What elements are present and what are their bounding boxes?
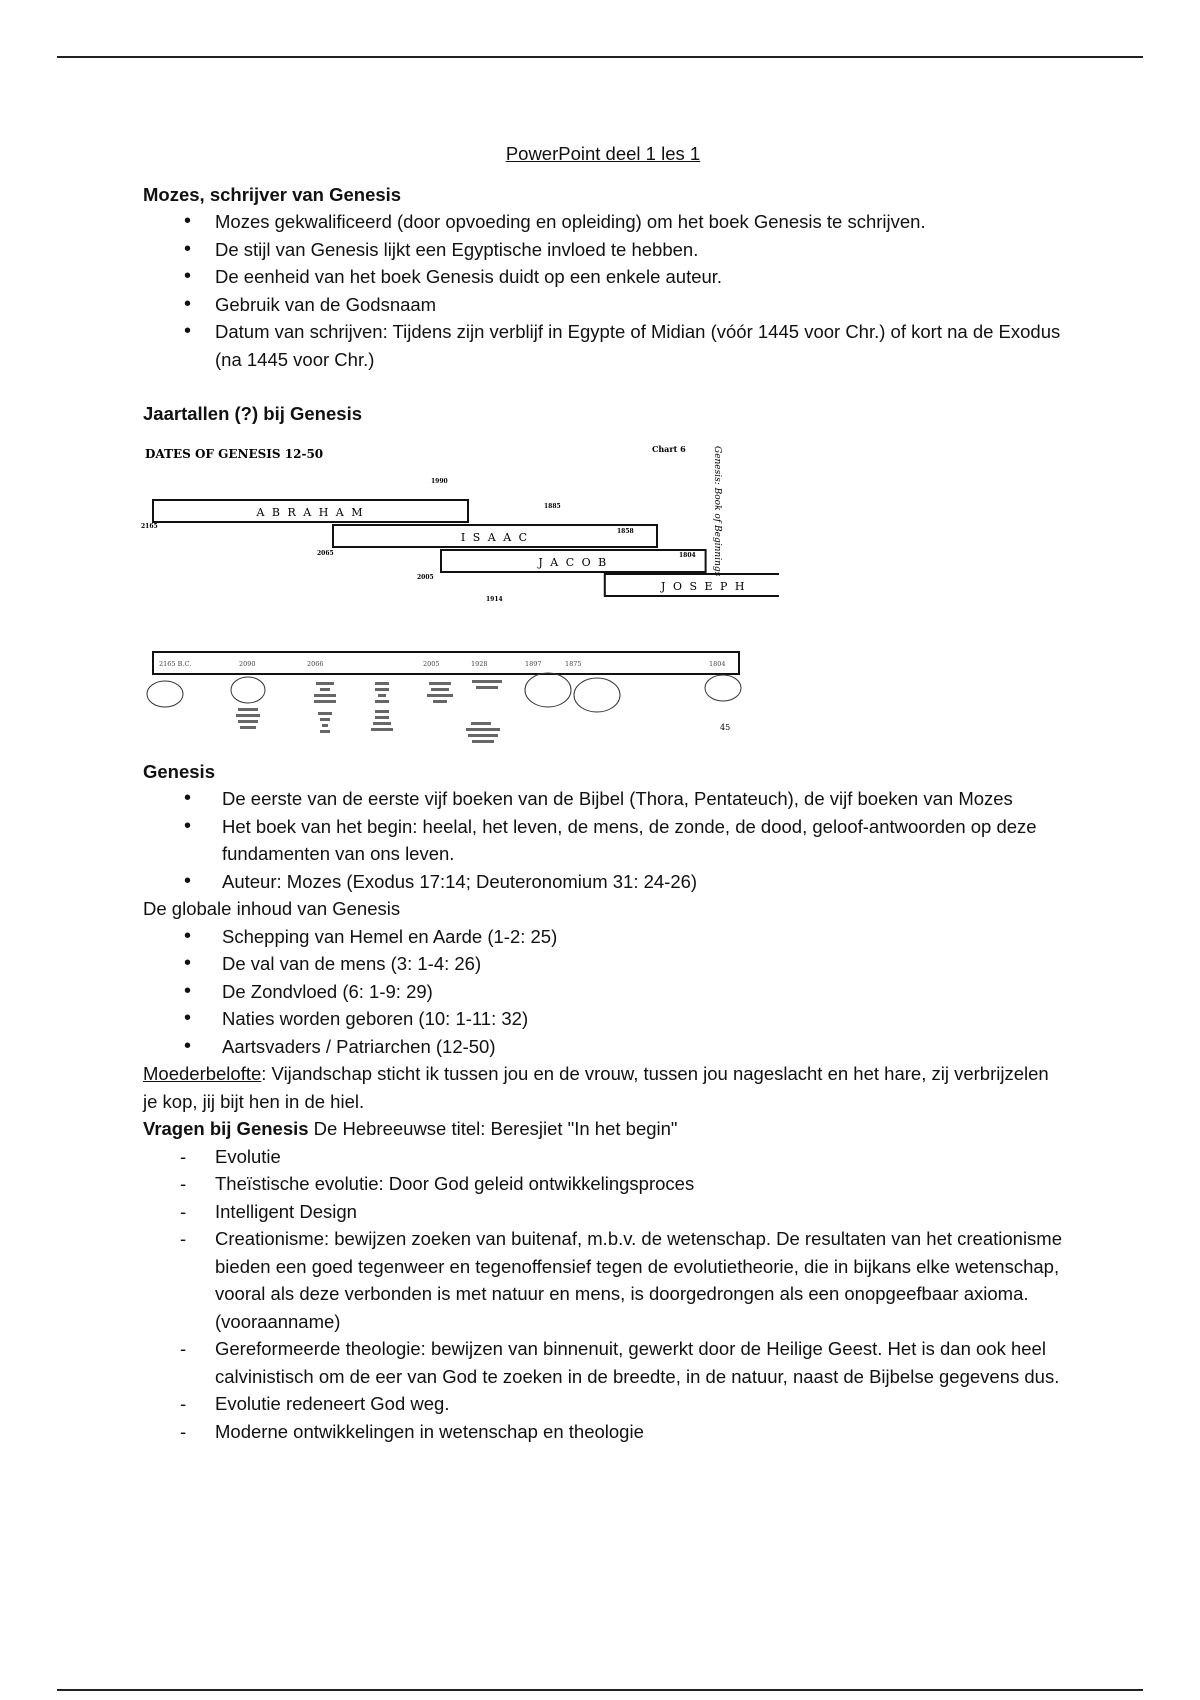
questions-heading-line bbox=[143, 1115, 1063, 1143]
contents-list bbox=[143, 923, 1063, 1061]
section-heading-mozes: Mozes, schrijver van Genesis bbox=[143, 183, 402, 205]
chart-label: Chart 6 bbox=[652, 443, 686, 454]
section-heading-genesis: Genesis bbox=[143, 760, 215, 782]
timeline-tick-label: 2090 bbox=[239, 659, 256, 668]
list-item: - Evolutie redeneert God weg. bbox=[143, 1390, 1063, 1418]
timeline-tick-label: 1875 bbox=[565, 659, 582, 668]
list-item: • Datum van schrijven: Tijdens zijn verblijf in Egypte of Midian (vóór 1445 voor Chr.) of kort na de Exodus (na 1445 voor Chr.) bbox=[143, 318, 1063, 373]
timeline-tick-label: 1897 bbox=[525, 659, 542, 668]
chart-side-caption: Genesis: Book of Beginnings bbox=[712, 445, 722, 576]
list-item: • De eerste van de eerste vijf boeken van de Bijbel (Thora, Pentateuch), de vijf boeken van Mozes bbox=[143, 785, 1063, 813]
mother-promise-label: Moederbelofte bbox=[143, 1063, 262, 1084]
list-item: • De Zondvloed (6: 1-9: 29) bbox=[143, 978, 1063, 1006]
mother-promise bbox=[143, 1060, 1063, 1115]
list-item: • Gebruik van de Godsnaam bbox=[143, 291, 1063, 319]
lifespan-bar-label: J A C O B bbox=[538, 555, 609, 569]
timeline-tick-label: 1804 bbox=[709, 659, 726, 668]
list-item: - Evolutie bbox=[143, 1143, 1063, 1171]
bar-end-year: 1990 bbox=[431, 477, 448, 485]
bar-end-year: 1858 bbox=[617, 527, 634, 535]
mother-promise-text: : Vijandschap sticht ik tussen jou en de vrouw, tussen jou nageslacht en het hare, zij verbrijzelen je kop, jij bijt hen in de hiel. bbox=[143, 1063, 1049, 1112]
list-item: • Auteur: Mozes (Exodus 17:14; Deuteronomium 31: 24-26) bbox=[143, 868, 1063, 896]
genesis-list bbox=[143, 785, 1063, 895]
lifespan-bar-label: I S A A C bbox=[460, 530, 530, 544]
list-item: • De eenheid van het boek Genesis duidt op een enkele auteur. bbox=[143, 263, 1063, 291]
timeline-tick-label: 2165 B.C. bbox=[159, 659, 192, 668]
timeline-events bbox=[147, 673, 741, 712]
footer-rule bbox=[57, 1689, 1143, 1691]
questions-list bbox=[143, 1143, 1063, 1446]
header-rule bbox=[57, 56, 1143, 58]
list-item: - Moderne ontwikkelingen in wetenschap en theologie bbox=[143, 1418, 1063, 1446]
list-item: • Naties worden geboren (10: 1-11: 32) bbox=[143, 1005, 1063, 1033]
list-item: • Het boek van het begin: heelal, het leven, de mens, de zonde, de dood, geloof-antwoorden op deze fundamenten van ons leven. bbox=[143, 813, 1063, 868]
list-item: - Gereformeerde theologie: bewijzen van binnenuit, gewerkt door de Heilige Geest. Het is dan ook heel calvinistisch om de eer van God te zoeken in de breedte, in de natuur, naast de Bijbelse gegevens dus. bbox=[143, 1335, 1063, 1390]
genesis-dates-chart bbox=[139, 438, 779, 758]
lifespan-bar-label: J O S E P H bbox=[661, 579, 747, 593]
list-item: • Aartsvaders / Patriarchen (12-50) bbox=[143, 1033, 1063, 1061]
list-item: • De val van de mens (3: 1-4: 26) bbox=[143, 950, 1063, 978]
timeline-notes bbox=[236, 680, 502, 743]
bar-start-year: 2065 bbox=[317, 549, 334, 557]
section-heading-vragen: Vragen bij Genesis bbox=[143, 1118, 309, 1139]
timeline-tick-label: 1928 bbox=[471, 659, 488, 668]
page-title: PowerPoint deel 1 les 1 bbox=[505, 143, 701, 164]
timeline-tick-label: 2005 bbox=[423, 659, 440, 668]
mozes-list bbox=[143, 208, 1063, 373]
list-item: • De stijl van Genesis lijkt een Egyptische invloed te hebben. bbox=[143, 236, 1063, 264]
chart-page-number: 45 bbox=[720, 722, 731, 732]
chart-title: DATES OF GENESIS 12-50 bbox=[145, 446, 324, 461]
timeline-tick-label: 2066 bbox=[307, 659, 324, 668]
bar-start-year: 2165 bbox=[141, 522, 158, 530]
section-heading-jaartallen: Jaartallen (?) bij Genesis bbox=[143, 403, 362, 424]
bar-start-year: 2005 bbox=[417, 573, 434, 581]
lifespan-bar-label: A B R A H A M bbox=[256, 505, 365, 519]
bar-end-year: 1804 bbox=[679, 551, 696, 559]
bar-start-year: 1914 bbox=[486, 595, 503, 603]
list-item: - Creationisme: bewijzen zoeken van buitenaf, m.b.v. de wetenschap. De resultaten van het creationisme bieden een goed tegenweer en tegenoffensief tegen de evolutietheorie, die in bijkans elke wetenschap, vooral als deze verbonden is met natuur en mens, is doorgedrongen als een onopgeefbaar axioma. (vooraanname) bbox=[143, 1225, 1063, 1335]
hebrew-title: De Hebreeuwse titel: Beresjiet "In het begin" bbox=[308, 1118, 678, 1139]
document-body bbox=[143, 140, 1063, 1445]
list-item: • Mozes gekwalificeerd (door opvoeding en opleiding) om het boek Genesis te schrijven. bbox=[143, 208, 1063, 236]
list-item: • Schepping van Hemel en Aarde (1-2: 25) bbox=[143, 923, 1063, 951]
sub-heading-inhoud: De globale inhoud van Genesis bbox=[143, 898, 401, 919]
list-item: - Intelligent Design bbox=[143, 1198, 1063, 1226]
bar-end-year: 1885 bbox=[544, 502, 561, 510]
list-item: - Theïstische evolutie: Door God geleid ontwikkelingsproces bbox=[143, 1170, 1063, 1198]
